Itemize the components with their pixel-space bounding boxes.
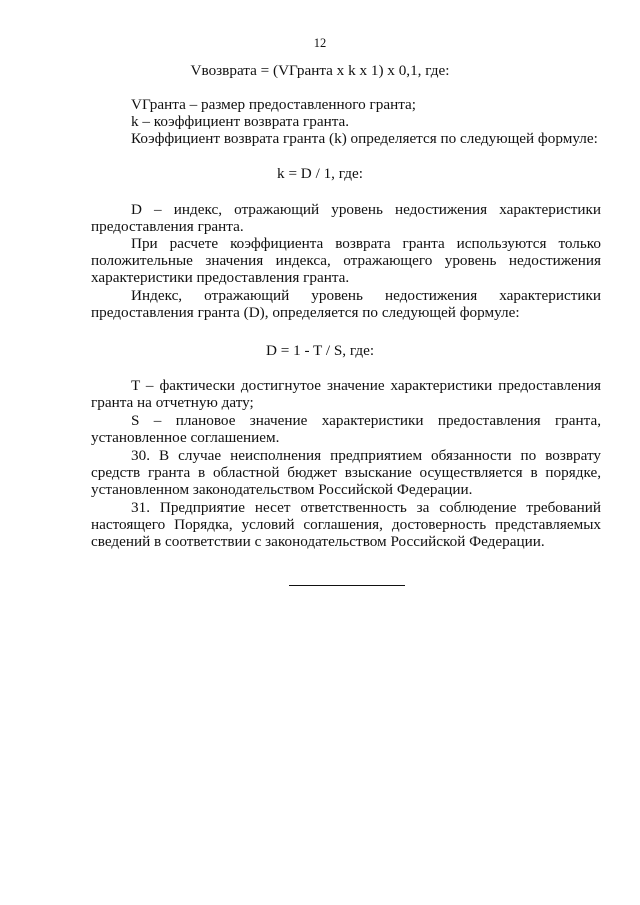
- definition-k: k – коэффициент возврата гранта.: [131, 113, 350, 130]
- paragraph-line: установленное соглашением.: [91, 429, 280, 446]
- paragraph-line: гранта на отчетную дату;: [91, 394, 254, 411]
- paragraph-line: средств гранта в областной бюджет взыскание осуществляется в порядке,: [91, 464, 601, 481]
- paragraph-line: Индекс, отражающий уровень недостижения характеристики: [131, 287, 601, 304]
- paragraph-line: При расчете коэффициента возврата гранта используются только: [131, 235, 601, 252]
- paragraph-line: сведений в соответствии с законодательством Российской Федерации.: [91, 533, 545, 550]
- paragraph-d-definition: [91, 201, 601, 235]
- paragraph-line: предоставления гранта (D), определяется по следующей формуле:: [91, 304, 520, 321]
- k-formula-intro: Коэффициент возврата гранта (k) определяется по следующей формуле:: [131, 130, 598, 147]
- paragraph-line: T – фактически достигнутое значение характеристики предоставления: [131, 377, 601, 394]
- paragraph-positive-values: [91, 235, 601, 286]
- page-number: 12: [313, 36, 327, 50]
- paragraph-line: предоставления гранта.: [91, 218, 244, 235]
- paragraph-index: [91, 287, 601, 321]
- paragraph-line: настоящего Порядка, условий соглашения, достоверность представляемых: [91, 516, 601, 533]
- paragraph-t-definition: [91, 377, 601, 411]
- formula-return-amount: Vвозврата = (VГранта x k x 1) x 0,1, где:: [190, 62, 450, 79]
- paragraph-line: D – индекс, отражающий уровень недостижения характеристики: [131, 201, 601, 218]
- definition-vgrant: VГранта – размер предоставленного гранта;: [131, 96, 416, 113]
- paragraph-line: 30. В случае неисполнения предприятием обязанности по возврату: [131, 447, 601, 464]
- end-separator-line: [289, 585, 405, 586]
- paragraph-31: [91, 499, 601, 550]
- definitions-block: [91, 96, 601, 147]
- formula-k: k = D / 1, где:: [277, 165, 363, 182]
- paragraph-line: 31. Предприятие несет ответственность за соблюдение требований: [131, 499, 601, 516]
- paragraph-30: [91, 447, 601, 498]
- paragraph-line: характеристики предоставления гранта.: [91, 269, 350, 286]
- paragraph-line: установленном законодательством Российской Федерации.: [91, 481, 473, 498]
- paragraph-s-definition: [91, 412, 601, 446]
- formula-d: D = 1 - T / S, где:: [265, 342, 375, 359]
- paragraph-line: положительные значения индекса, отражающего уровень недостижения: [91, 252, 601, 269]
- paragraph-line: S – плановое значение характеристики предоставления гранта,: [131, 412, 601, 429]
